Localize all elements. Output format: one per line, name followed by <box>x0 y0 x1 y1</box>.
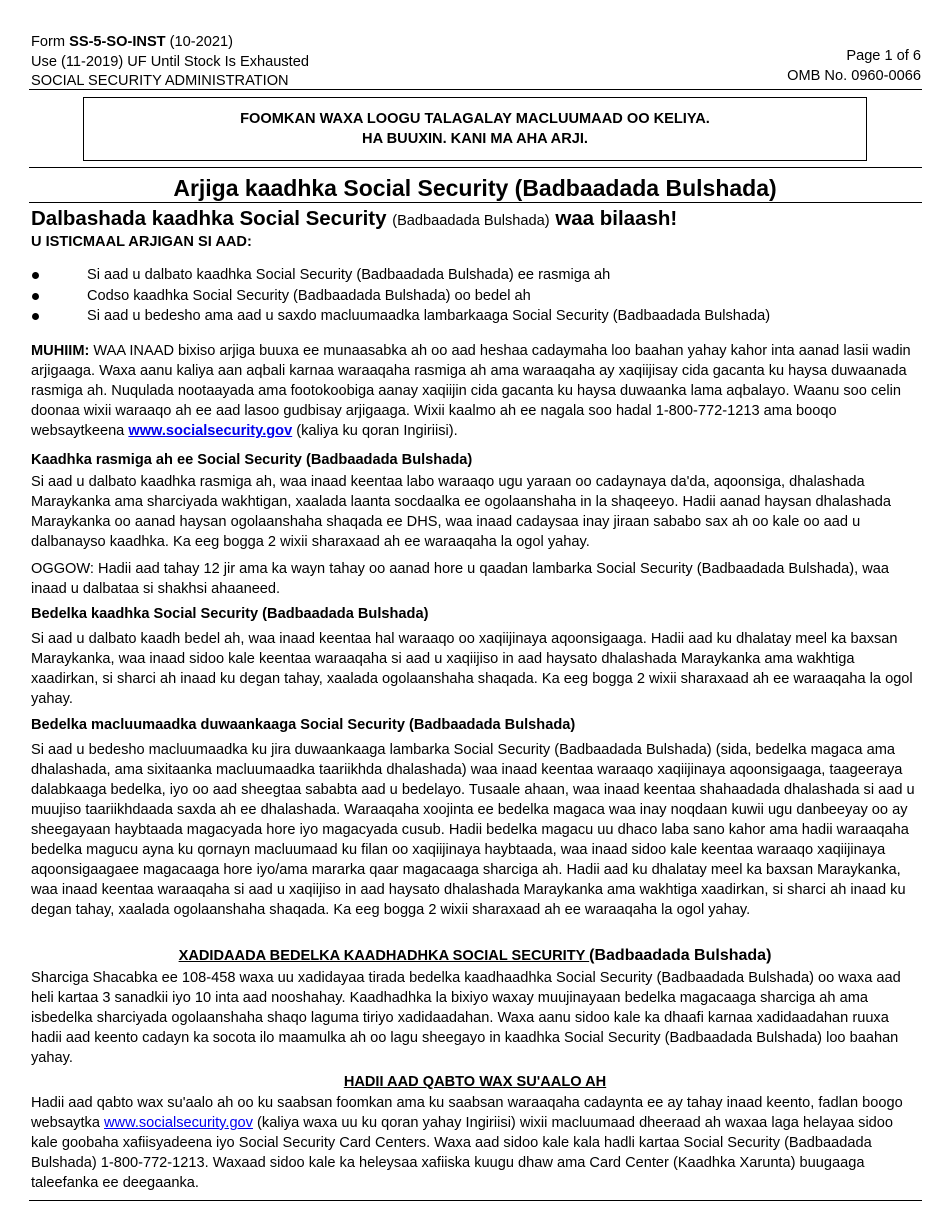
list-item <box>31 286 770 307</box>
subtitle-part-3: waa bilaash! <box>549 207 678 230</box>
form-id: SS-5-SO-INST <box>69 34 166 50</box>
form-header-left <box>31 33 309 92</box>
form-prefix: Form <box>31 34 70 50</box>
list-item-text: Codso kaadhka Social Security (Badbaadada Bulshada) oo bedel ah <box>87 287 531 304</box>
subtitle-part-2: (Badbaadada Bulshada) <box>392 213 550 229</box>
notice-line-1: FOOMKAN WAXA LOOGU TALAGALAY MACLUUMAAD OO KELIYA. <box>240 111 710 127</box>
website-link[interactable]: www.socialsecurity.gov <box>104 1115 253 1131</box>
questions-text <box>31 1093 921 1193</box>
use-label: U ISTICMAAL ARJIGAN SI AAD: <box>31 234 252 250</box>
header-divider <box>29 89 922 90</box>
original-card-note: OGGOW: Hadii aad tahay 12 jir ama ka wayn tahay oo aanad hore u qaadan lambarka Social Security (Badbaadada Bulshada), waa inaad u dalbataa si shakhsi ahaaneed. <box>31 561 890 597</box>
section-heading-questions <box>0 1072 950 1092</box>
footer-divider <box>29 1200 922 1201</box>
list-item <box>31 306 770 327</box>
page-title: Arjiga kaadhka Social Security (Badbaadada Bulshada) <box>173 175 777 201</box>
list-item <box>31 265 770 286</box>
info-only-notice <box>83 97 867 161</box>
title-bottom-divider <box>29 202 922 203</box>
limits-text: Sharciga Shacabka ee 108-458 waxa uu xadidayaa tirada bedelka kaadhaadhka Social Security (Badbaadada Bulshada) oo waxa aad heli kartaa 3 sanadkii iyo 10 inta aad nooshahay. Kaadhadhka la bixiyo waxay muujinayaan bedelka magacaaga sharciga ah ama isbedelka sharciyada ogolaanshaha shaqo laguma tiriyo xadidaadahan. Waxa aanu sidoo kale ka dhaafi karnaa xadidaadahan ruuxa hadii aad keento cadayn ka socota ilo maamulka ah oo lagu sheegayo in kaadhka Social Security (Badbaadada Bulshada) loo baahan yahay. <box>31 970 901 1066</box>
section-heading-original-card: Kaadhka rasmiga ah ee Social Security (Badbaadada Bulshada) <box>31 452 473 468</box>
title-top-divider <box>29 167 922 168</box>
questions-text-after: (kaliya waxa uu ku qoran yahay Ingiriisi) wixii macluumaad dheeraad ah waxaa laga helayaa sidoo kale goobaha xafiisyadeena iyo Social Security Card Centers. Waxa aad sidoo kale kala hadli kartaa Social Security (Badbaadada Bulshada) 1-800-772-1213. Waxaad sidoo kale ka heleysaa xafiiska kuugu dhaw ama Card Center (Kaadhka Xarunta) buugaaga taleefanka ee deegaanka. <box>31 1115 894 1191</box>
section-heading-limits <box>0 946 950 966</box>
form-use-line: Use (11-2019) UF Until Stock Is Exhausted <box>31 53 309 70</box>
important-text: WAA INAAD bixiso arjiga buuxa ee munaasabka ah oo aad heshaa cadaymaha loo baahan yahay kahor inta aanad lasii wadin arjigaaga. Waxa aanu kaliya aan aqbali karnaa waraaqaha rasmiga ah ama waraaqaha ay xaqiijisay cida gacanta ku haysa duwaanada rasmiga ah. Nuqulada nootaayada ama footokoobiga aanay xaqiijin cida gacanta ku haysa duwaanka lama aqbalayo. Waanu soo celin doonaa wixii waraaqo ah ee aad lasoo gudbisay arjigaaga. Wixii kaalmo ah ee nagala soo hadal 1-800-772-1213 ama booqo websaytkeena <box>31 343 911 439</box>
important-after: (kaliya ku qoran Ingiriisi). <box>292 423 458 439</box>
limits-heading-rest: (Badbaadada Bulshada) <box>589 947 772 964</box>
form-date: (10-2021) <box>165 34 233 50</box>
page-number: Page 1 of 6 <box>846 48 921 64</box>
subtitle-part-1: Dalbashada kaadhka Social Security <box>31 207 393 230</box>
questions-text-before: Hadii aad qabto wax su'aalo ah oo ku saabsan foomkan ama ku saabsan waraaqaha cadaynta ee ay tahay inaad keento, fadlan boogo websaytka <box>31 1095 903 1131</box>
section-heading-change-info: Bedelka macluumaadka duwaankaaga Social Security (Badbaadada Bulshada) <box>31 717 576 733</box>
agency-name: SOCIAL SECURITY ADMINISTRATION <box>31 73 289 89</box>
list-item-text: Si aad u dalbato kaadhka Social Security (Badbaadada Bulshada) ee rasmiga ah <box>87 267 611 283</box>
questions-heading: HADII AAD QABTO WAX SU'AALO AH <box>343 1074 607 1090</box>
purpose-list <box>31 265 770 327</box>
important-label: MUHIIM: <box>31 343 90 359</box>
list-item-text: Si aad u bedesho ama aad u saxdo macluumaadka lambarkaaga Social Security (Badbaadada Bulshada) <box>87 308 771 324</box>
bullet-icon <box>32 293 39 300</box>
omb-number: OMB No. 0960-0066 <box>787 67 921 84</box>
replacement-card-text: Si aad u dalbato kaadh bedel ah, waa inaad keentaa hal waraaqo oo xaqiijinaya aqoonsigaaga. Hadii aad ku dhalatay meel ka baxsan Maraykanka, waa inaad sidoo kale keentaa waraaqaha si aad u xaqiijiso in aad haysato dhalashada Maraykanka ama wakhtiga xaadirkan, si sharci ah inaad ku degan tahay, xaalada ogolaanshaha shaqada. Ka eeg bogga 2 wixii sharaxaad ah ee waraaqaha la ogol yahay. <box>31 631 913 707</box>
notice-line-2: HA BUUXIN. KANI MA AHA ARJI. <box>362 131 588 147</box>
website-link[interactable]: www.socialsecurity.gov <box>128 423 293 439</box>
form-id-line <box>31 33 309 53</box>
section-heading-replacement-card: Bedelka kaadhka Social Security (Badbaadada Bulshada) <box>31 606 429 622</box>
bullet-icon <box>32 272 39 279</box>
subtitle <box>31 206 677 234</box>
original-card-text: Si aad u dalbato kaadhka rasmiga ah, waa inaad keentaa labo waraaqo ugu yaraan oo cadaynaya da'da, aqoonsiga, dhalashada Maraykanka ama sharciyada wakhtigan, xaalada laanta socdaalka ee ogolaanshaha in la shaqeeyo. Hadii aanad haysan dhalashada Maraykanka oo aanad haysan ogolaanshaha shaqada ee DHS, waa inaad cadaysaa inay jiraan sababo sax ah oo kale oo aad u dalbanayso kaadhka. Ka eeg bogga 2 wixii sharaxaad ah ee waraaqaha la ogol yahay. <box>31 474 892 550</box>
limits-heading-underlined: XADIDAADA BEDELKA KAADHADHKA SOCIAL SECURITY <box>178 948 590 964</box>
change-info-text: Si aad u bedesho macluumaadka ku jira duwaankaaga lambarka Social Security (Badbaadada Bulshada) (sida, bedelka magaca ama dhalashada, ama sixitaanka macluumaadka taariikhda dhalashada) waa inaad keentaa waraaqo xaqiijinaya aqoonsigaaga, taageeraya dalabkaaga bedelka, iyo oo aad sheegtaa sababta aad u bedelayo. Tusaale ahaan, waa inaad keentaa shahaadada dhalashada si aad u muujiso taariikhdaada saxda ah ee dhalashada. Waraaqaha xoojinta ee bedelka magaca waa inay noqdaan kuwii ugu danbeeyay oo ay sheegayaan haybtaada magacyada hore iyo magacyada cusub. Hadii bedelka magacu uu dhaco laba sano kahor ama hadii waraaqaha bedelka magucu ayna ku qornayn macluumaad ku filan oo xaqiijinaya haybtaada, waa inaad sidoo kale keentaa waraaqo xaqiijinaya aqoonsigaagaee magacaaga hore iyo/ama mararka qaar magacaaga sharciga ah. Hadii aad ku dhalatay meel ka baxsan Maraykanka, waa inaad keentaa waraaqaha si aad u xaqiijiso in aad haysato dhalashada Maraykanka ama wakhtiga xaadirkan, si sharci ah inaad ku degan tahay, xaalada ogolaanshaha shaqada. Ka eeg bogga 2 wixii sharaxaad ah ee waraaqaha la ogol yahay. <box>31 742 915 918</box>
bullet-icon <box>32 313 39 320</box>
form-header-right <box>787 47 921 86</box>
important-paragraph <box>31 341 921 441</box>
